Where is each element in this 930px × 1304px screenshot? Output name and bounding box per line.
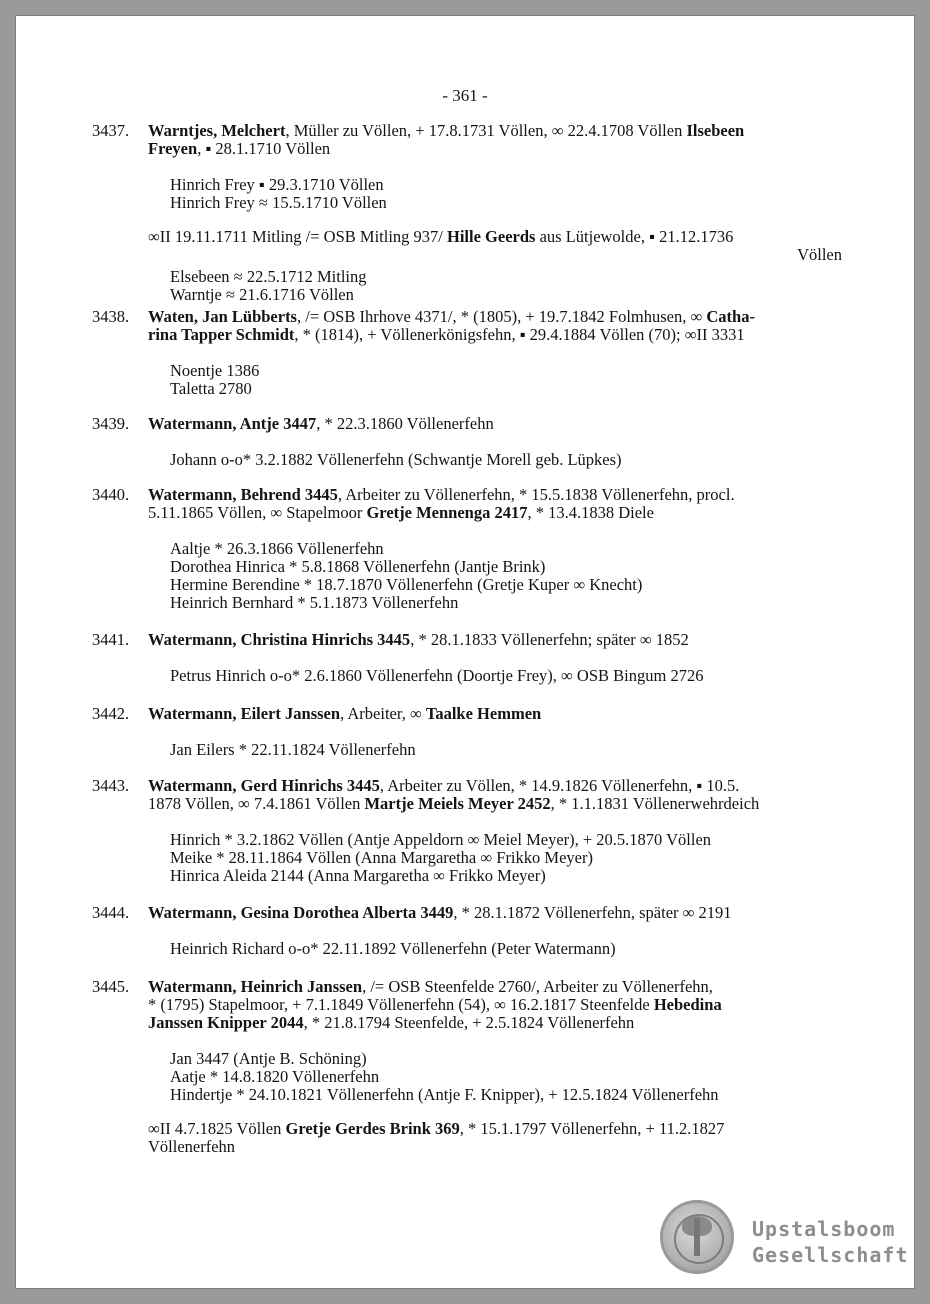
child-item: Aatje * 14.8.1820 Völlenerfehn	[170, 1067, 380, 1086]
spouse-name: rina Tapper Schmidt	[148, 325, 295, 344]
child-item: Hindertje * 24.10.1821 Völlenerfehn (Antje F. Knipper), + 12.5.1824 Völlenerfehn	[170, 1085, 719, 1104]
entry-details: , /= OSB Ihrhove 4371/, * (1805), + 19.7.1842 Folmhusen, ∞	[296, 307, 707, 326]
child-item: Aaltje * 26.3.1866 Völlenerfehn	[170, 539, 384, 558]
entry-3440	[92, 486, 862, 612]
entry-3438	[92, 308, 862, 398]
entry-text	[148, 122, 862, 304]
person-name: Watermann, Behrend 3445	[148, 485, 338, 504]
second-marriage	[148, 1120, 862, 1156]
page-number: - 361 -	[442, 86, 488, 105]
document-page	[16, 16, 914, 1288]
children-list	[170, 831, 862, 885]
second-marriage	[148, 228, 862, 264]
entry-details: , * 22.3.1860 Völlenerfehn	[316, 414, 494, 433]
entry-number: 3442.	[92, 704, 130, 723]
entry-details: , Arbeiter zu Völlen, * 14.9.1826 Völlenerfehn, ▪ 10.5.	[379, 776, 740, 795]
spouse-name: Hille Geerds	[447, 227, 536, 246]
spouse-name: Janssen Knipper 2044	[148, 1013, 304, 1032]
spouse-name: Ilsebeen	[686, 121, 745, 140]
child-item: Elsebeen ≈ 22.5.1712 Mitling	[170, 267, 367, 286]
child-item: Hinrich Frey ≈ 15.5.1710 Völlen	[170, 193, 387, 212]
entry-number: 3440.	[92, 485, 130, 504]
entry-text	[148, 705, 862, 759]
society-logo-text	[752, 1216, 909, 1268]
person-name: Watermann, Gerd Hinrichs 3445	[148, 776, 380, 795]
entry-details: , * 28.1.1833 Völlenerfehn; später ∞ 1852	[410, 630, 689, 649]
entry-details: , Müller zu Völlen, + 17.8.1731 Völlen, ∞ 22.4.1708 Völlen	[285, 121, 687, 140]
spouse-name: Hebedina	[653, 995, 722, 1014]
child-item: Warntje ≈ 21.6.1716 Völlen	[170, 285, 354, 304]
spouse-name: Gretje Gerdes Brink 369	[285, 1119, 460, 1138]
child-item: Heinrich Richard o-o* 22.11.1892 Völlenerfehn (Peter Watermann)	[170, 939, 616, 958]
entry-number: 3444.	[92, 903, 130, 922]
entry-details: * (1795) Stapelmoor, + 7.1.1849 Völlenerfehn (54), ∞ 16.2.1817 Steenfelde	[148, 995, 654, 1014]
entry-3442	[92, 705, 862, 759]
entry-details: , Arbeiter zu Völlenerfehn, * 15.5.1838 Völlenerfehn, procl.	[337, 485, 735, 504]
marriage-details: aus Lütjewolde, ▪ 21.12.1736	[535, 227, 734, 246]
person-name: Watermann, Christina Hinrichs 3445	[148, 630, 411, 649]
child-item: Taletta 2780	[170, 379, 252, 398]
spouse-name: Freyen	[148, 139, 198, 158]
entry-text	[148, 486, 862, 612]
child-item: Hinrich Frey ▪ 29.3.1710 Völlen	[170, 175, 384, 194]
entry-details: , * 21.8.1794 Steenfelde, + 2.5.1824 Völlenerfehn	[303, 1013, 635, 1032]
entry-details: , * 1.1.1831 Völlenerwehrdeich	[550, 794, 760, 813]
child-item: Jan 3447 (Antje B. Schöning)	[170, 1049, 367, 1068]
entry-details: , * (1814), + Völlenerkönigsfehn, ▪ 29.4.1884 Völlen (70); ∞II 3331	[294, 325, 745, 344]
children-list	[170, 176, 862, 212]
person-name: Waten, Jan Lübberts	[148, 307, 297, 326]
entry-details: , * 13.4.1838 Diele	[527, 503, 654, 522]
entry-3441	[92, 631, 862, 685]
children-list	[170, 741, 862, 759]
child-item: Petrus Hinrich o-o* 2.6.1860 Völlenerfehn (Doortje Frey), ∞ OSB Bingum 2726	[170, 666, 704, 685]
child-item: Jan Eilers * 22.11.1824 Völlenerfehn	[170, 740, 416, 759]
person-name: Warntjes, Melchert	[148, 121, 286, 140]
entry-text	[148, 978, 862, 1156]
marriage-details: Völlen	[797, 245, 842, 264]
entry-details: 1878 Völlen, ∞ 7.4.1861 Völlen	[148, 794, 365, 813]
entry-number: 3445.	[92, 977, 130, 996]
entry-text	[148, 777, 862, 885]
marriage-details: ∞II 4.7.1825 Völlen	[148, 1119, 286, 1138]
child-item: Hermine Berendine * 18.7.1870 Völlenerfehn (Gretje Kuper ∞ Knecht)	[170, 575, 643, 594]
entry-details: 5.11.1865 Völlen, ∞ Stapelmoor	[148, 503, 367, 522]
spouse-name: Catha-	[706, 307, 755, 326]
entry-details: , ▪ 28.1.1710 Völlen	[197, 139, 331, 158]
entry-details: , * 28.1.1872 Völlenerfehn, später ∞ 2191	[453, 903, 732, 922]
entry-text	[148, 415, 862, 469]
entry-3444	[92, 904, 862, 958]
marriage-details: ∞II 19.11.1711 Mitling /= OSB Mitling 937/	[148, 227, 447, 246]
entry-details: , Arbeiter, ∞	[340, 704, 426, 723]
child-item: Noentje 1386	[170, 361, 260, 380]
children-list	[170, 362, 862, 398]
person-name: Watermann, Antje 3447	[148, 414, 317, 433]
child-item: Dorothea Hinrica * 5.8.1868 Völlenerfehn (Jantje Brink)	[170, 557, 546, 576]
entry-number: 3439.	[92, 414, 130, 433]
society-seal-icon	[660, 1200, 734, 1274]
entry-number: 3443.	[92, 776, 130, 795]
logo-line: Upstalsboom	[752, 1217, 896, 1241]
child-item: Johann o-o* 3.2.1882 Völlenerfehn (Schwantje Morell geb. Lüpkes)	[170, 450, 622, 469]
children-list	[170, 940, 862, 958]
children-list	[170, 667, 862, 685]
children-list	[170, 1050, 862, 1104]
spouse-name: Taalke Hemmen	[425, 704, 542, 723]
entry-details: , /= OSB Steenfelde 2760/, Arbeiter zu Völlenerfehn,	[362, 977, 713, 996]
entry-text	[148, 308, 862, 398]
children-list	[170, 451, 862, 469]
entry-text	[148, 631, 862, 685]
marriage-details: , * 15.1.1797 Völlenerfehn, + 11.2.1827	[459, 1119, 725, 1138]
person-name: Watermann, Heinrich Janssen	[148, 977, 363, 996]
child-item: Heinrich Bernhard * 5.1.1873 Völlenerfehn	[170, 593, 459, 612]
entry-3445	[92, 978, 862, 1156]
child-item: Hinrica Aleida 2144 (Anna Margaretha ∞ Frikko Meyer)	[170, 866, 546, 885]
spouse-name: Gretje Mennenga 2417	[366, 503, 528, 522]
entry-3439	[92, 415, 862, 469]
person-name: Watermann, Gesina Dorothea Alberta 3449	[148, 903, 454, 922]
entry-3437	[92, 122, 862, 304]
entry-text	[148, 904, 862, 958]
child-item: Meike * 28.11.1864 Völlen (Anna Margaretha ∞ Frikko Meyer)	[170, 848, 593, 867]
children-list	[170, 540, 862, 612]
children-list	[170, 268, 862, 304]
child-item: Hinrich * 3.2.1862 Völlen (Antje Appeldorn ∞ Meiel Meyer), + 20.5.1870 Völlen	[170, 830, 712, 849]
entry-3443	[92, 777, 862, 885]
entry-number: 3437.	[92, 121, 130, 140]
spouse-name: Martje Meiels Meyer 2452	[364, 794, 551, 813]
entry-number: 3438.	[92, 307, 130, 326]
person-name: Watermann, Eilert Janssen	[148, 704, 341, 723]
marriage-details: Völlenerfehn	[148, 1137, 236, 1156]
entry-number: 3441.	[92, 630, 130, 649]
logo-line: Gesellschaft	[752, 1243, 909, 1267]
